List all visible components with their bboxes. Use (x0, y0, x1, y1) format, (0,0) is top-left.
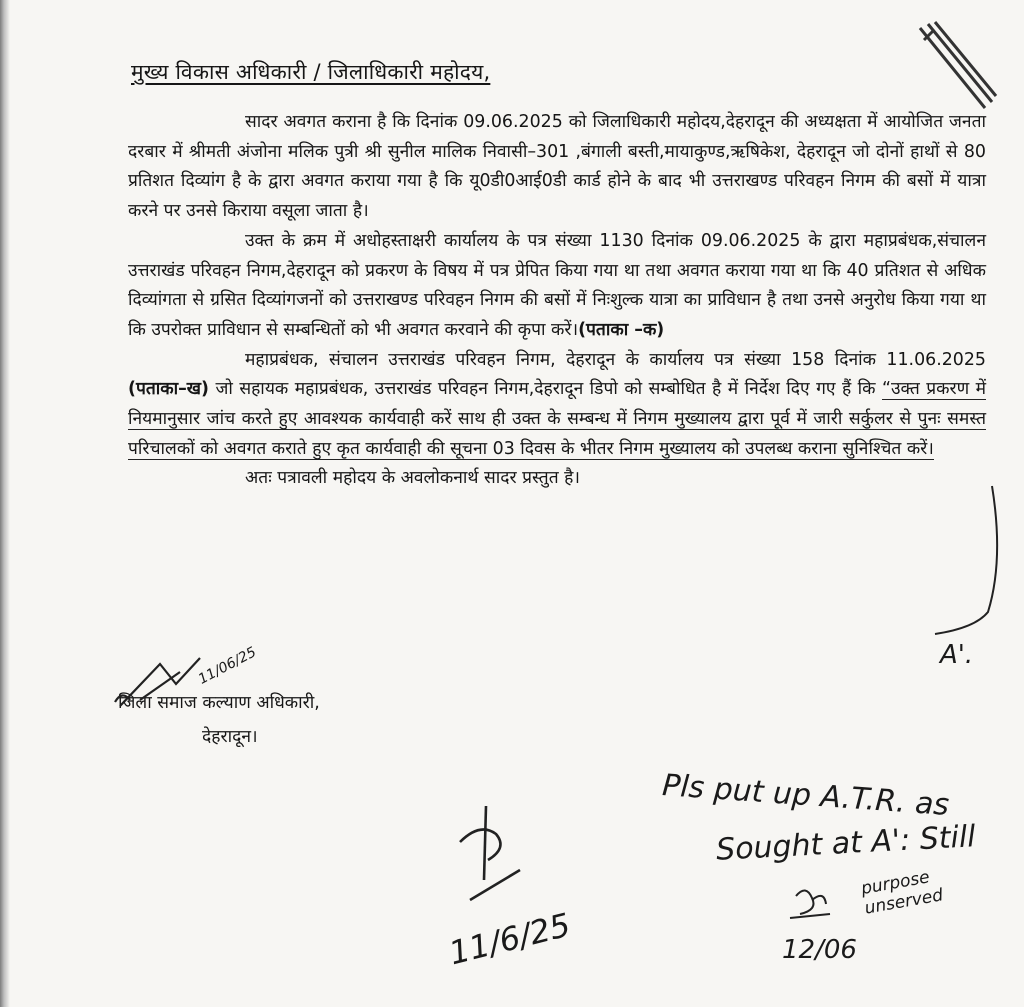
paragraph-2-text: उक्त के क्रम में अधोहस्ताक्षरी कार्यालय के पत्र संख्या 1130 दिनांक 09.06.2025 के द्वारा महाप्रबंधक,संचालन उत्तराखंड परिवहन निगम,देहरादून को प्रकरण के विषय में पत्र प्रेपित किया गया था तथा अवगत कराया गया था कि 40 प्रतिशत से अधिक दिव्यांगता से ग्रसित दिव्यांगजनों को उत्तराखण्ड परिवहन निगम की बसों में निःशुल्क यात्रा का प्राविधान है तथा उनसे अनुरोध किया गया था कि उपरोक्त प्राविधान से सम्बन्धितों को भी अवगत करवाने की कृपा करें। (128, 230, 986, 340)
quoted-instruction: “उक्त प्रकरण में नियमानुसार जांच करते हुए आवश्यक कार्यवाही करें साथ ही उक्त के सम्बन्ध में निगम मुख्यालय द्वारा पूर्व में जारी सर्कुलर से पुनः समस्त परिचालकों को अवगत कराते हुए कृत कार्यवाही की सूचना 03 दिवस के भीतर निगम मुख्यालय को उपलब्ध कराना सुनिश्चित करें। (128, 379, 987, 459)
paragraph-3 (128, 346, 986, 465)
paragraph-1: सादर अवगत कराना है कि दिनांक 09.06.2025 को जिलाधिकारी महोदय,देहरादून की अध्यक्षता में आयोजित जनता दरबार में श्रीमती अंजोना मलिक पुत्री श्री सुनील मालिक निवासी–301 ,बंगाली बस्ती,मायाकुण्ड,ऋषिकेश, देहरादून जो दोनों हाथों से 80 प्रतिशत दिव्यांग है के द्वारा अवगत कराया गया है कि यू0डी0आई0डी कार्ड होने के बाद भी उत्तराखण्ड परिवहन निगम की बसों में यात्रा करने पर उनसे किराया वसूला जाता है। (128, 112, 986, 222)
note-initials (790, 890, 830, 918)
signatory-place: देहरादून। (202, 727, 258, 747)
handwritten-note-line2: Sought at A': Still (715, 819, 977, 868)
signature-date: 11/06/25 (195, 644, 259, 688)
flag-ka: (पताका –क) (578, 319, 665, 340)
paragraph-2 (128, 227, 986, 346)
page-edge (0, 0, 10, 1007)
closing-line: अतः पत्रावली महोदय के अवलोकनार्थ सादर प्रस्तुत है। (245, 468, 580, 489)
pen-mark (920, 22, 996, 108)
flag-kha: (पताका–ख) (128, 379, 209, 400)
signature-block (118, 686, 320, 754)
handwritten-note-line1: Pls put up A.T.R. as (661, 768, 951, 823)
signatory-title: जिला समाज कल्याण अधिकारी, (118, 693, 320, 713)
paragraph-3-mid: जो सहायक महाप्रबंधक, उत्तराखंड परिवहन निगम,देहरादून डिपो को सम्बोधित है में निर्देश दिए गए हैं कि (215, 379, 876, 400)
handwritten-note-line3: purpose unserved (859, 867, 945, 919)
handwritten-note-date: 12/06 (782, 935, 857, 965)
document-heading: मुख्य विकास अधिकारी / जिलाधिकारी महोदय, (131, 60, 491, 84)
document-body (128, 108, 986, 494)
initials-mark (460, 806, 520, 900)
quote-bracket (935, 486, 997, 634)
handwritten-bottom-date: 11/6/25 (445, 905, 575, 973)
margin-mark-a: A'. (940, 640, 974, 670)
paragraph-3-lead: महाप्रबंधक, संचालन उत्तराखंड परिवहन निगम, देहरादून के कार्यालय पत्र संख्या 158 दिनांक 11.06.2025 (245, 349, 986, 370)
